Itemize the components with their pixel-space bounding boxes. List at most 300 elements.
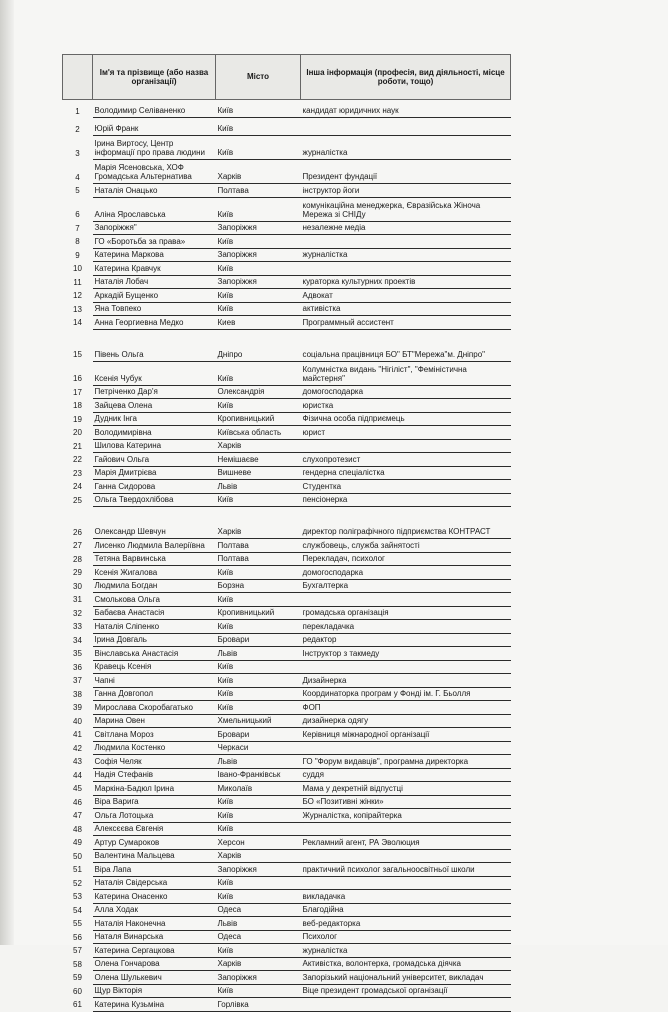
table-row (63, 275, 511, 289)
row-info: перекладачка (301, 620, 511, 634)
row-name: Шилова Катерина (93, 439, 216, 453)
table-row (63, 714, 511, 728)
row-city: Немішаєве (216, 453, 301, 467)
row-info: ГО "Форум видавців", програмна директорка (301, 755, 511, 769)
row-name: Смолькова Ольга (93, 593, 216, 607)
table-row (63, 412, 511, 426)
row-number: 36 (73, 662, 82, 672)
table-row (63, 385, 511, 399)
table-row (63, 930, 511, 944)
table-row (63, 903, 511, 917)
table-row (63, 235, 511, 249)
table-row (63, 944, 511, 958)
table-row (63, 262, 511, 276)
row-city: Черкаси (216, 741, 301, 755)
row-info (301, 849, 511, 863)
row-name: Надія Стефанів (93, 768, 216, 782)
row-number: 44 (73, 770, 82, 780)
row-city: Бровари (216, 633, 301, 647)
row-info: Координаторка програм у Фонді ім. Г. Бьолля (301, 687, 511, 701)
table-row (63, 822, 511, 836)
row-name: Валентина Мальцева (93, 849, 216, 863)
row-city: Кропивницький (216, 606, 301, 620)
row-number: 17 (73, 387, 82, 397)
row-info: журналістка (301, 944, 511, 958)
table-row (63, 507, 511, 539)
table-row (63, 248, 511, 262)
row-name: Марія Дмитрієва (93, 466, 216, 480)
table-row (63, 809, 511, 823)
row-name: Марія Ясеновська, ХОФ Громадська Альтернатива (93, 160, 216, 184)
row-info (301, 998, 511, 1012)
row-number: 54 (73, 905, 82, 915)
row-name: Бабаєва Анастасія (93, 606, 216, 620)
row-info: домогосподарка (301, 566, 511, 580)
row-info: кандидат юридичних наук (301, 100, 511, 118)
row-city: Київ (216, 795, 301, 809)
row-name: Людмила Богдан (93, 579, 216, 593)
table-row (63, 221, 511, 235)
table-row (63, 971, 511, 985)
row-name: Петріченко Дар'я (93, 385, 216, 399)
table-row (63, 917, 511, 931)
row-name: Катерина Кузьміна (93, 998, 216, 1012)
row-number: 47 (73, 811, 82, 821)
row-info (301, 660, 511, 674)
table-row (63, 480, 511, 494)
row-name: Наталія Свідерська (93, 876, 216, 890)
table-row (63, 998, 511, 1012)
table-row (63, 984, 511, 998)
table-row (63, 620, 511, 634)
row-number: 10 (73, 264, 82, 274)
table-row (63, 660, 511, 674)
row-number: 15 (73, 350, 82, 360)
col-info-header: Інша інформація (професія, вид діяльності, місце роботи, тощо) (301, 55, 511, 100)
row-number: 12 (73, 291, 82, 301)
row-city: Київ (216, 399, 301, 413)
scan-shadow-edge (0, 0, 14, 945)
row-info: Інструктор з такмеду (301, 647, 511, 661)
participants-table (62, 54, 511, 1012)
row-name: Ольга Лотоцька (93, 809, 216, 823)
row-info: слухопротезист (301, 453, 511, 467)
row-name: Юрій Франк (93, 118, 216, 136)
row-city: Бровари (216, 728, 301, 742)
row-number: 61 (73, 1000, 82, 1010)
row-number: 33 (73, 622, 82, 632)
row-info: Президент фундації (301, 160, 511, 184)
row-info: юристка (301, 399, 511, 413)
row-name: Мирослава Скоробагатько (93, 701, 216, 715)
row-name: Володимирівна (93, 426, 216, 440)
row-name: Ірина Виртосу, Центр інформації про права людини (93, 136, 216, 160)
row-number: 58 (73, 959, 82, 969)
table-row (63, 674, 511, 688)
row-city: Запоріжжя (216, 275, 301, 289)
row-number: 6 (75, 210, 80, 220)
row-name: Лисенко Людмила Валеріївна (93, 539, 216, 553)
row-city: Київ (216, 136, 301, 160)
row-city: Запоріжжя (216, 971, 301, 985)
row-info: соціальна працівниця БО" БТ"Мережа"м. Дніпро" (301, 329, 511, 361)
row-number: 60 (73, 986, 82, 996)
col-city-header: Місто (216, 55, 301, 100)
row-number: 26 (73, 527, 82, 537)
row-name: Наталія Лобач (93, 275, 216, 289)
table-row (63, 836, 511, 850)
row-city: Борзна (216, 579, 301, 593)
row-city: Київ (216, 566, 301, 580)
table-row (63, 399, 511, 413)
table-row (63, 768, 511, 782)
row-city: Київ (216, 809, 301, 823)
row-name: Вінславська Анастасія (93, 647, 216, 661)
row-info: громадська організація (301, 606, 511, 620)
row-number: 8 (75, 237, 80, 247)
row-info: гендерна спеціалістка (301, 466, 511, 480)
row-name: Ксенія Жигалова (93, 566, 216, 580)
row-number: 7 (75, 223, 80, 233)
row-number: 24 (73, 482, 82, 492)
table-row (63, 890, 511, 904)
row-number: 5 (75, 186, 80, 196)
row-info (301, 593, 511, 607)
row-city: Львів (216, 917, 301, 931)
row-city: Київ (216, 822, 301, 836)
row-city: Київ (216, 944, 301, 958)
row-info: Активістка, волонтерка, громадська діячка (301, 957, 511, 971)
row-name: Наталія Сліпенко (93, 620, 216, 634)
table-row (63, 849, 511, 863)
row-number: 18 (73, 401, 82, 411)
row-number: 49 (73, 838, 82, 848)
table-row (63, 593, 511, 607)
row-city: Запоріжжя (216, 863, 301, 877)
row-name: Дудник Інга (93, 412, 216, 426)
table-row (63, 453, 511, 467)
row-name: Запоріжжя" (93, 221, 216, 235)
row-name: Ганна Сидорова (93, 480, 216, 494)
row-name: Аркадій Бущенко (93, 289, 216, 303)
row-city: Кропивницький (216, 412, 301, 426)
row-city: Київ (216, 890, 301, 904)
row-number: 21 (73, 441, 82, 451)
row-name: Наталія Онацько (93, 184, 216, 198)
row-info: юрист (301, 426, 511, 440)
row-number: 1 (75, 106, 80, 116)
row-info: журналістка (301, 136, 511, 160)
row-info: домогосподарка (301, 385, 511, 399)
table-row (63, 755, 511, 769)
table-row (63, 493, 511, 507)
row-number: 29 (73, 568, 82, 578)
row-info: кураторка культурних проектів (301, 275, 511, 289)
row-name: Півень Ольга (93, 329, 216, 361)
table-row (63, 361, 511, 385)
row-info: Психолог (301, 930, 511, 944)
table-row (63, 302, 511, 316)
row-number: 45 (73, 784, 82, 794)
table-row (63, 647, 511, 661)
row-city: Харків (216, 507, 301, 539)
row-number: 34 (73, 635, 82, 645)
row-city: Київ (216, 687, 301, 701)
row-number: 3 (75, 148, 80, 158)
row-info: викладачка (301, 890, 511, 904)
row-number: 30 (73, 581, 82, 591)
row-info: Фізична особа підприємець (301, 412, 511, 426)
row-number: 56 (73, 932, 82, 942)
row-info: Віце президент громадської організації (301, 984, 511, 998)
row-info: Перекладач, психолог (301, 552, 511, 566)
row-info (301, 439, 511, 453)
row-name: Володимир Селіваненко (93, 100, 216, 118)
table-row (63, 579, 511, 593)
row-number: 31 (73, 595, 82, 605)
table-row (63, 687, 511, 701)
table-row (63, 552, 511, 566)
row-city: Київ (216, 620, 301, 634)
table-row (63, 606, 511, 620)
table-row (63, 539, 511, 553)
row-city: Київ (216, 118, 301, 136)
row-number: 52 (73, 878, 82, 888)
row-city: Одеса (216, 903, 301, 917)
row-name: Маркіна-Бадюл Ірина (93, 782, 216, 796)
row-number: 41 (73, 730, 82, 740)
row-name: Щур Вікторія (93, 984, 216, 998)
row-name: Ксенія Чубук (93, 361, 216, 385)
row-number: 4 (75, 172, 80, 182)
row-info: службовець, служба зайнятості (301, 539, 511, 553)
row-number: 23 (73, 468, 82, 478)
row-name: Наталія Наконечна (93, 917, 216, 931)
table-row (63, 701, 511, 715)
row-name: Олена Гончарова (93, 957, 216, 971)
row-city: Київська область (216, 426, 301, 440)
row-city: Дніпро (216, 329, 301, 361)
row-city: Запоріжжя (216, 248, 301, 262)
row-number: 27 (73, 541, 82, 551)
row-city: Київ (216, 235, 301, 249)
row-number: 19 (73, 414, 82, 424)
table-header-row (63, 55, 511, 100)
row-name: Анна Георгиевна Медко (93, 316, 216, 330)
row-number: 28 (73, 554, 82, 564)
row-name: ГО «Боротьба за права» (93, 235, 216, 249)
table-row (63, 329, 511, 361)
row-city: Київ (216, 197, 301, 221)
row-info: Программный ассистент (301, 316, 511, 330)
row-number: 48 (73, 824, 82, 834)
row-city: Херсон (216, 836, 301, 850)
row-name: Зайцева Олена (93, 399, 216, 413)
row-name: Марина Овен (93, 714, 216, 728)
row-city: Вишневе (216, 466, 301, 480)
table-row (63, 466, 511, 480)
row-city: Одеса (216, 930, 301, 944)
row-city: Киев (216, 316, 301, 330)
table-row (63, 100, 511, 118)
table-row (63, 426, 511, 440)
table-row (63, 439, 511, 453)
table-row (63, 184, 511, 198)
row-number: 55 (73, 919, 82, 929)
row-info: комунікаційна менеджерка, Євразійська Жіноча Мережа зі СНІДу (301, 197, 511, 221)
row-city: Харків (216, 849, 301, 863)
table-row (63, 741, 511, 755)
row-number: 38 (73, 689, 82, 699)
table-row (63, 876, 511, 890)
row-city: Харків (216, 439, 301, 453)
row-info: активістка (301, 302, 511, 316)
row-info (301, 876, 511, 890)
row-info: Дизайнерка (301, 674, 511, 688)
row-number: 43 (73, 757, 82, 767)
row-name: Віра Варига (93, 795, 216, 809)
row-name: Катерина Маркова (93, 248, 216, 262)
col-num-header (63, 55, 93, 100)
row-number: 20 (73, 428, 82, 438)
row-info: БО «Позитивні жінки» (301, 795, 511, 809)
row-city: Київ (216, 493, 301, 507)
row-name: Катерина Онасенко (93, 890, 216, 904)
row-number: 59 (73, 973, 82, 983)
row-city: Київ (216, 289, 301, 303)
row-number: 35 (73, 649, 82, 659)
row-number: 22 (73, 455, 82, 465)
row-city: Київ (216, 262, 301, 276)
row-name: Ольга Твердохлібова (93, 493, 216, 507)
table-row (63, 782, 511, 796)
row-name: Артур Сумароков (93, 836, 216, 850)
row-name: Олександр Шевчун (93, 507, 216, 539)
row-city: Полтава (216, 552, 301, 566)
row-info: веб-редакторка (301, 917, 511, 931)
row-city: Олександрія (216, 385, 301, 399)
row-number: 32 (73, 608, 82, 618)
table-row (63, 566, 511, 580)
row-name: Ганна Довгопол (93, 687, 216, 701)
row-name: Ірина Довгаль (93, 633, 216, 647)
table-row (63, 795, 511, 809)
row-number: 14 (73, 318, 82, 328)
row-name: Гайович Ольга (93, 453, 216, 467)
row-info: пенсіонерка (301, 493, 511, 507)
row-city: Полтава (216, 184, 301, 198)
row-city: Київ (216, 876, 301, 890)
row-info: Запорізький національний університет, викладач (301, 971, 511, 985)
row-number: 9 (75, 250, 80, 260)
row-city: Горлівка (216, 998, 301, 1012)
row-info: дизайнерка одягу (301, 714, 511, 728)
row-info: Журналістка, копірайтерка (301, 809, 511, 823)
row-number: 51 (73, 865, 82, 875)
row-number: 13 (73, 304, 82, 314)
row-number: 42 (73, 743, 82, 753)
row-number: 40 (73, 716, 82, 726)
row-name: Тетяна Варвинська (93, 552, 216, 566)
row-info: Благодійна (301, 903, 511, 917)
row-number: 16 (73, 374, 82, 384)
row-name: Аліна Ярославська (93, 197, 216, 221)
row-info: суддя (301, 768, 511, 782)
table-row (63, 160, 511, 184)
row-city: Львів (216, 647, 301, 661)
row-name: Кравець Ксенія (93, 660, 216, 674)
row-city: Київ (216, 984, 301, 998)
row-name: Наталя Винарська (93, 930, 216, 944)
row-city: Івано-Франківськ (216, 768, 301, 782)
row-number: 25 (73, 495, 82, 505)
row-city: Київ (216, 660, 301, 674)
row-info: редактор (301, 633, 511, 647)
row-info: Мама у декретній відпустці (301, 782, 511, 796)
row-city: Полтава (216, 539, 301, 553)
row-info (301, 262, 511, 276)
row-info (301, 822, 511, 836)
row-number: 39 (73, 703, 82, 713)
row-number: 53 (73, 892, 82, 902)
table-row (63, 633, 511, 647)
row-info (301, 235, 511, 249)
row-number: 50 (73, 851, 82, 861)
row-name: Людмила Костенко (93, 741, 216, 755)
row-city: Київ (216, 674, 301, 688)
row-city: Львів (216, 755, 301, 769)
row-number: 57 (73, 946, 82, 956)
row-info: Студентка (301, 480, 511, 494)
row-name: Катерина Сергацкова (93, 944, 216, 958)
row-info: інструктор йоги (301, 184, 511, 198)
row-number: 46 (73, 797, 82, 807)
row-info: незалежне медіа (301, 221, 511, 235)
row-name: Світлана Мороз (93, 728, 216, 742)
row-info: директор поліграфічного підприємства КОНТРАСТ (301, 507, 511, 539)
row-city: Львів (216, 480, 301, 494)
table-row (63, 316, 511, 330)
row-name: Віра Лапа (93, 863, 216, 877)
row-info: Адвокат (301, 289, 511, 303)
row-city: Київ (216, 100, 301, 118)
row-name: Катерина Кравчук (93, 262, 216, 276)
row-city: Хмельницький (216, 714, 301, 728)
row-name: Софія Челяк (93, 755, 216, 769)
row-city: Київ (216, 701, 301, 715)
table-row (63, 118, 511, 136)
table-row (63, 957, 511, 971)
row-city: Харків (216, 957, 301, 971)
table-row (63, 197, 511, 221)
row-info (301, 741, 511, 755)
row-info: Керівниця міжнародної організації (301, 728, 511, 742)
table-row (63, 728, 511, 742)
table-row (63, 863, 511, 877)
row-city: Харків (216, 160, 301, 184)
row-info: ФОП (301, 701, 511, 715)
row-info: Бухгалтерка (301, 579, 511, 593)
row-name: Яна Товпеко (93, 302, 216, 316)
table-row (63, 136, 511, 160)
row-info: журналістка (301, 248, 511, 262)
row-city: Київ (216, 361, 301, 385)
row-info: практичний психолог загальноосвітньої школи (301, 863, 511, 877)
row-number: 37 (73, 676, 82, 686)
row-info (301, 118, 511, 136)
row-name: Чапні (93, 674, 216, 688)
row-number: 2 (75, 124, 80, 134)
